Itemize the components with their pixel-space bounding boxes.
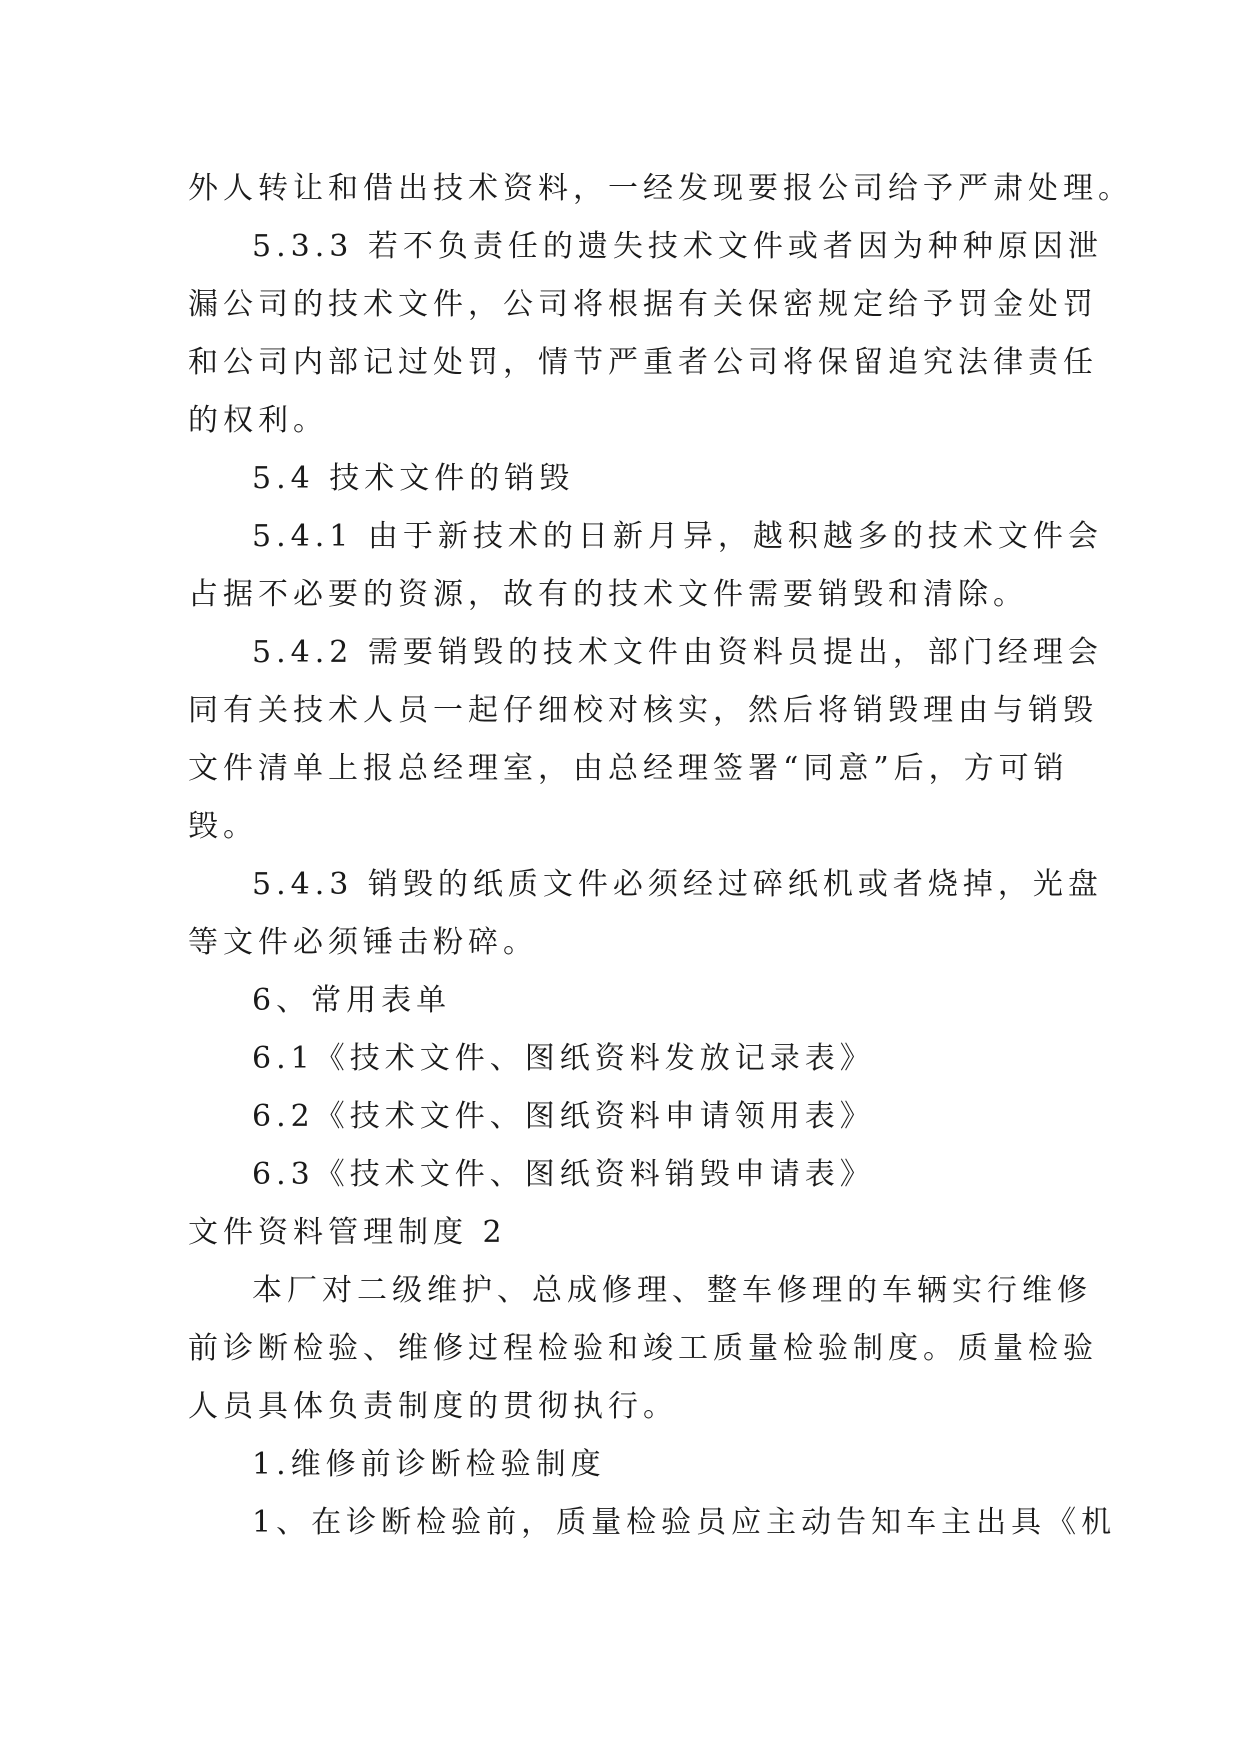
text-line: 5.3.3 若不负责任的遗失技术文件或者因为种种原因泄	[252, 229, 1103, 264]
text-line: 本厂对二级维护、总成修理、整车修理的车辆实行维修	[252, 1273, 1092, 1308]
section-heading: 6、常用表单	[252, 983, 452, 1018]
list-item: 6.3《技术文件、图纸资料销毁申请表》	[252, 1157, 875, 1192]
text-line: 5.4.2 需要销毁的技术文件由资料员提出，部门经理会	[252, 635, 1103, 670]
section-heading: 1.维修前诊断检验制度	[252, 1447, 606, 1482]
text-line: 前诊断检验、维修过程检验和竣工质量检验制度。质量检验	[188, 1331, 1098, 1366]
text-line: 毁。	[188, 809, 258, 844]
text-line: 外人转让和借出技术资料，一经发现要报公司给予严肃处理。	[188, 171, 1133, 206]
text-line: 等文件必须锤击粉碎。	[188, 925, 538, 960]
text-line: 5.4.1 由于新技术的日新月异，越积越多的技术文件会	[252, 519, 1103, 554]
list-item: 6.1《技术文件、图纸资料发放记录表》	[252, 1041, 875, 1076]
text-line: 同有关技术人员一起仔细校对核实，然后将销毁理由与销毁	[188, 693, 1098, 728]
text-line: 的权利。	[188, 403, 328, 438]
text-line: 漏公司的技术文件，公司将根据有关保密规定给予罚金处罚	[188, 287, 1098, 322]
document-body	[188, 160, 1133, 1552]
text-line: 1、在诊断检验前，质量检验员应主动告知车主出具《机	[252, 1505, 1117, 1540]
text-line: 占据不必要的资源，故有的技术文件需要销毁和清除。	[188, 577, 1028, 612]
text-line: 5.4.3 销毁的纸质文件必须经过碎纸机或者烧掉，光盘	[252, 867, 1103, 902]
text-line: 文件清单上报总经理室，由总经理签署“同意”后，方可销	[188, 751, 1069, 786]
list-item: 6.2《技术文件、图纸资料申请领用表》	[252, 1099, 875, 1134]
section-heading: 5.4 技术文件的销毁	[252, 461, 575, 496]
text-line: 和公司内部记过处罚，情节严重者公司将保留追究法律责任	[188, 345, 1098, 380]
document-title: 文件资料管理制度 2	[188, 1215, 507, 1250]
text-line: 人员具体负责制度的贯彻执行。	[188, 1389, 678, 1424]
